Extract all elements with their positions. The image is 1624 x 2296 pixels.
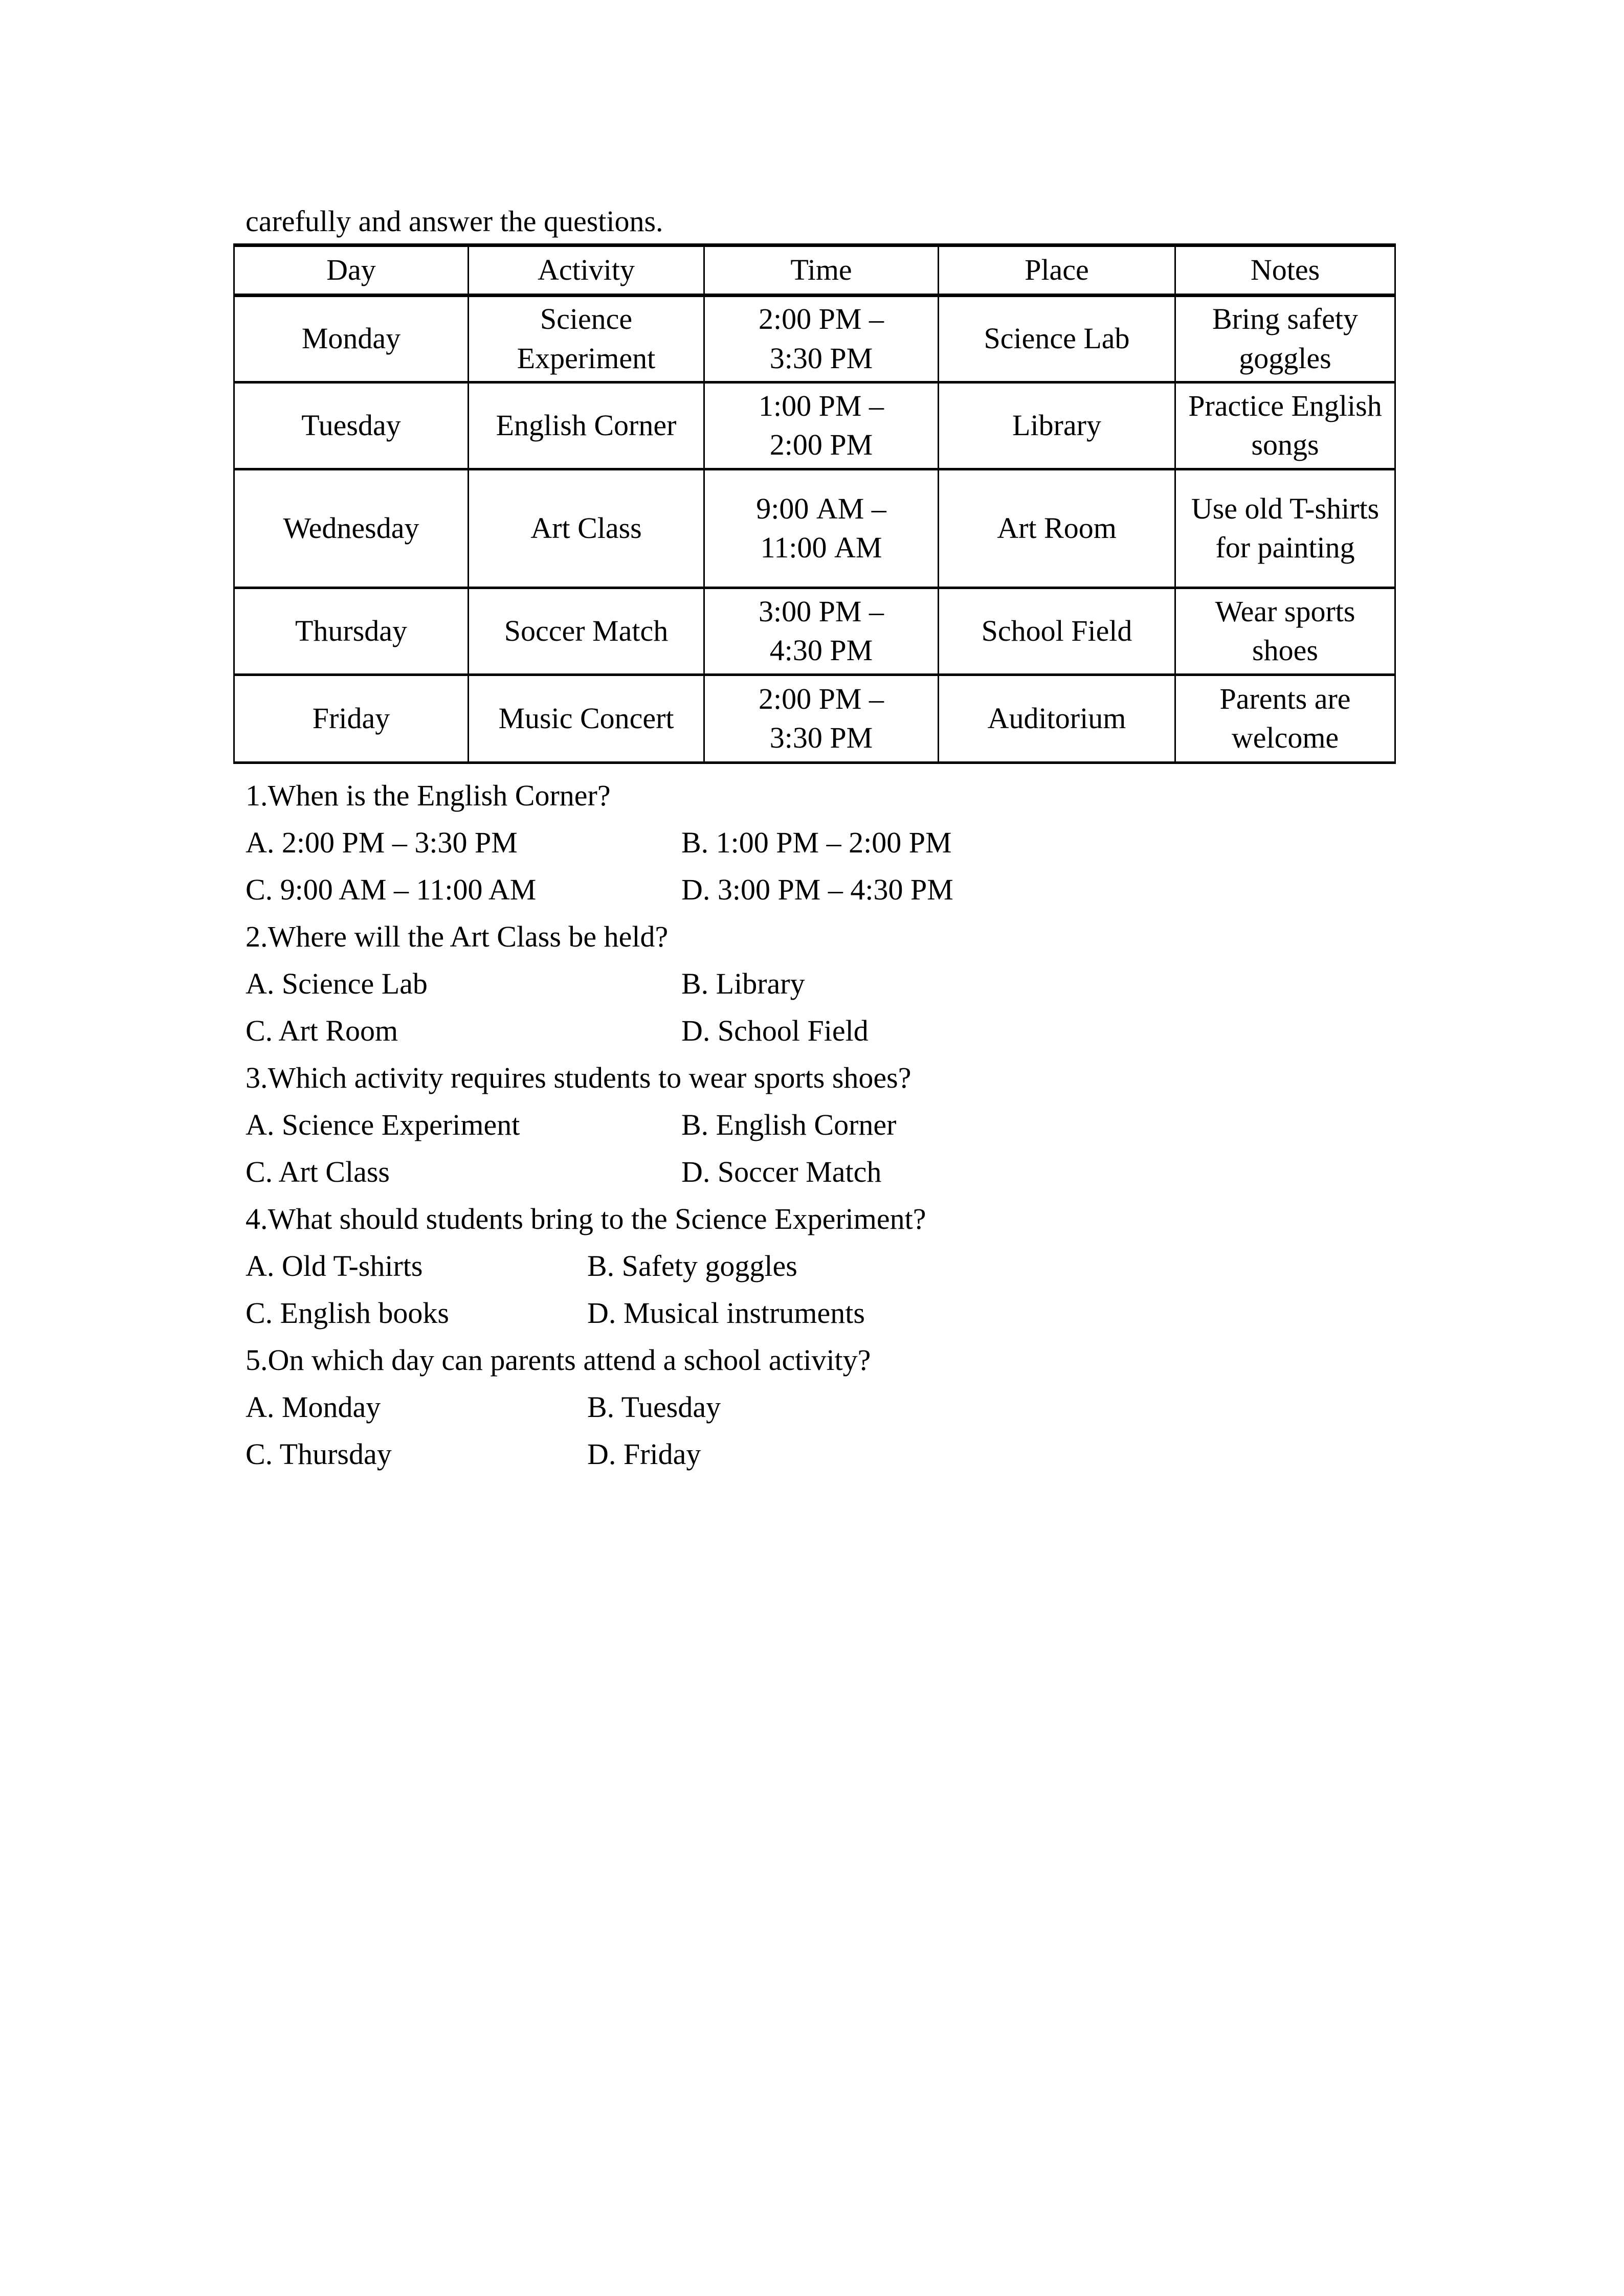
cell-time: 9:00 AM – 11:00 AM bbox=[704, 469, 939, 588]
question-4-prompt: 4.What should students bring to the Science Experiment? bbox=[246, 1202, 926, 1235]
question-5-options-row-1 bbox=[246, 1384, 1563, 1431]
cell-activity: Soccer Match bbox=[469, 588, 704, 674]
table-row bbox=[234, 674, 1395, 762]
cell-day: Friday bbox=[234, 674, 469, 762]
question-3-option-c: C. Art Class bbox=[246, 1155, 390, 1188]
table-row bbox=[234, 382, 1395, 469]
question-5-prompt: 5.On which day can parents attend a school activity? bbox=[246, 1343, 871, 1377]
question-2-option-a: A. Science Lab bbox=[246, 966, 428, 1000]
table-row bbox=[234, 469, 1395, 588]
questions-section bbox=[246, 772, 1563, 1478]
question-3-option-b: B. English Corner bbox=[681, 1108, 897, 1141]
question-2-option-c: C. Art Room bbox=[246, 1014, 398, 1047]
question-1-options-row-1 bbox=[246, 819, 1563, 866]
header-notes: Notes bbox=[1175, 245, 1395, 295]
question-2-options-row-1 bbox=[246, 960, 1563, 1007]
cell-time: 1:00 PM – 2:00 PM bbox=[704, 382, 939, 469]
table-header-row bbox=[234, 245, 1395, 295]
question-4-option-d: D. Musical instruments bbox=[587, 1296, 865, 1330]
cell-notes: Wear sports shoes bbox=[1175, 588, 1395, 674]
cell-time: 3:00 PM – 4:30 PM bbox=[704, 588, 939, 674]
question-4-option-c: C. English books bbox=[246, 1296, 449, 1330]
cell-notes: Practice English songs bbox=[1175, 382, 1395, 469]
cell-day: Tuesday bbox=[234, 382, 469, 469]
question-1-option-b: B. 1:00 PM – 2:00 PM bbox=[681, 825, 952, 859]
question-5-option-b: B. Tuesday bbox=[587, 1390, 721, 1424]
question-3-option-d: D. Soccer Match bbox=[681, 1155, 882, 1188]
cell-activity: Music Concert bbox=[469, 674, 704, 762]
header-place: Place bbox=[939, 245, 1175, 295]
question-1-option-a: A. 2:00 PM – 3:30 PM bbox=[246, 825, 518, 859]
cell-place: School Field bbox=[939, 588, 1175, 674]
question-4-option-b: B. Safety goggles bbox=[587, 1249, 797, 1282]
cell-place: Library bbox=[939, 382, 1175, 469]
cell-day: Wednesday bbox=[234, 469, 469, 588]
question-5-options-row-2 bbox=[246, 1431, 1563, 1478]
cell-notes: Parents are welcome bbox=[1175, 674, 1395, 762]
question-2-options-row-2 bbox=[246, 1007, 1563, 1054]
cell-day: Thursday bbox=[234, 588, 469, 674]
question-1-options-row-2 bbox=[246, 866, 1563, 913]
table-row bbox=[234, 588, 1395, 674]
question-3-prompt: 3.Which activity requires students to wear sports shoes? bbox=[246, 1061, 911, 1094]
header-time: Time bbox=[704, 245, 939, 295]
question-5-option-a: A. Monday bbox=[246, 1390, 381, 1424]
question-3-options-row-1 bbox=[246, 1101, 1563, 1149]
cell-activity: Art Class bbox=[469, 469, 704, 588]
header-day: Day bbox=[234, 245, 469, 295]
cell-activity: Science Experiment bbox=[469, 295, 704, 382]
cell-activity: English Corner bbox=[469, 382, 704, 469]
cell-place: Auditorium bbox=[939, 674, 1175, 762]
question-4-options-row-2 bbox=[246, 1290, 1563, 1337]
question-4-option-a: A. Old T-shirts bbox=[246, 1249, 423, 1282]
question-3-option-a: A. Science Experiment bbox=[246, 1108, 520, 1141]
question-1-option-d: D. 3:00 PM – 4:30 PM bbox=[681, 872, 953, 906]
question-1-option-c: C. 9:00 AM – 11:00 AM bbox=[246, 872, 537, 906]
question-1-prompt: 1.When is the English Corner? bbox=[246, 778, 611, 812]
question-5-option-d: D. Friday bbox=[587, 1437, 701, 1471]
cell-notes: Use old T-shirts for painting bbox=[1175, 469, 1395, 588]
intro-text: carefully and answer the questions. bbox=[246, 205, 663, 238]
cell-notes: Bring safety goggles bbox=[1175, 295, 1395, 382]
cell-place: Science Lab bbox=[939, 295, 1175, 382]
question-3-options-row-2 bbox=[246, 1149, 1563, 1196]
cell-day: Monday bbox=[234, 295, 469, 382]
schedule-table bbox=[233, 243, 1396, 764]
question-2-option-b: B. Library bbox=[681, 966, 805, 1000]
cell-time: 2:00 PM – 3:30 PM bbox=[704, 674, 939, 762]
cell-time: 2:00 PM – 3:30 PM bbox=[704, 295, 939, 382]
question-2-prompt: 2.Where will the Art Class be held? bbox=[246, 919, 669, 953]
question-4-options-row-1 bbox=[246, 1243, 1563, 1290]
cell-place: Art Room bbox=[939, 469, 1175, 588]
table-row bbox=[234, 295, 1395, 382]
question-5-option-c: C. Thursday bbox=[246, 1437, 392, 1471]
question-2-option-d: D. School Field bbox=[681, 1014, 869, 1047]
header-activity: Activity bbox=[469, 245, 704, 295]
